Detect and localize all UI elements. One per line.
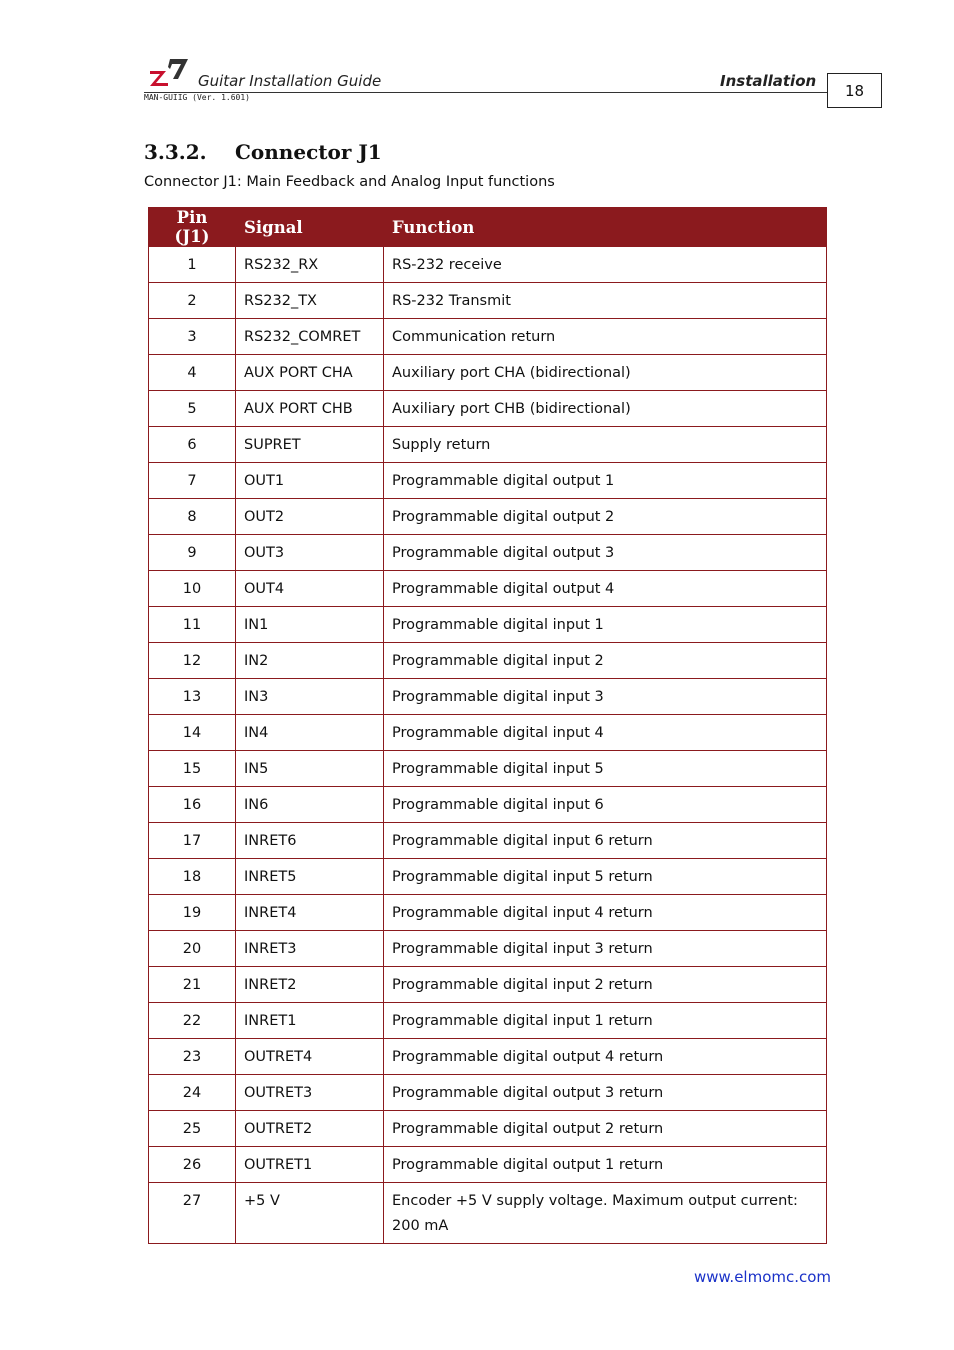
signal-cell: OUT4 <box>236 571 384 607</box>
function-cell: Encoder +5 V supply voltage. Maximum output current: 200 mA <box>384 1183 827 1244</box>
table-row <box>149 247 827 283</box>
table-row <box>149 931 827 967</box>
function-cell: Programmable digital input 5 <box>384 751 827 787</box>
signal-cell: INRET2 <box>236 967 384 1003</box>
document-title: Guitar Installation Guide <box>198 72 382 90</box>
signal-cell: OUT3 <box>236 535 384 571</box>
table-row <box>149 607 827 643</box>
function-cell: Programmable digital input 1 <box>384 607 827 643</box>
signal-cell: INRET5 <box>236 859 384 895</box>
table-row <box>149 859 827 895</box>
column-header-signal: Signal <box>236 208 384 247</box>
pin-cell: 14 <box>149 715 236 751</box>
table-row <box>149 1003 827 1039</box>
table-header-row <box>149 208 827 247</box>
function-cell: Programmable digital output 4 <box>384 571 827 607</box>
table-row <box>149 1111 827 1147</box>
connector-j1-table <box>148 207 827 1244</box>
table-row <box>149 823 827 859</box>
function-cell: Programmable digital output 2 <box>384 499 827 535</box>
table-row <box>149 643 827 679</box>
pin-cell: 23 <box>149 1039 236 1075</box>
pin-cell: 15 <box>149 751 236 787</box>
function-cell: Programmable digital input 3 <box>384 679 827 715</box>
table-row <box>149 1075 827 1111</box>
signal-cell: INRET6 <box>236 823 384 859</box>
pin-cell: 18 <box>149 859 236 895</box>
signal-cell: IN3 <box>236 679 384 715</box>
function-cell: Programmable digital output 1 <box>384 463 827 499</box>
signal-cell: OUTRET3 <box>236 1075 384 1111</box>
signal-cell: OUTRET4 <box>236 1039 384 1075</box>
table-body <box>149 247 827 1244</box>
column-header-pin: Pin (J1) <box>149 208 236 247</box>
pin-cell: 9 <box>149 535 236 571</box>
pin-cell: 25 <box>149 1111 236 1147</box>
function-cell: Programmable digital input 4 <box>384 715 827 751</box>
pin-cell: 7 <box>149 463 236 499</box>
pin-cell: 20 <box>149 931 236 967</box>
signal-cell: SUPRET <box>236 427 384 463</box>
signal-cell: RS232_RX <box>236 247 384 283</box>
signal-cell: OUT1 <box>236 463 384 499</box>
table-row <box>149 355 827 391</box>
table-row <box>149 319 827 355</box>
signal-cell: INRET4 <box>236 895 384 931</box>
pin-cell: 10 <box>149 571 236 607</box>
function-cell: Programmable digital input 3 return <box>384 931 827 967</box>
pin-cell: 19 <box>149 895 236 931</box>
table-row <box>149 751 827 787</box>
pin-cell: 11 <box>149 607 236 643</box>
pin-cell: 12 <box>149 643 236 679</box>
document-version: MAN-GUIIG (Ver. 1.601) <box>144 93 250 102</box>
pin-cell: 21 <box>149 967 236 1003</box>
table-row <box>149 1039 827 1075</box>
signal-cell: IN2 <box>236 643 384 679</box>
pin-cell: 5 <box>149 391 236 427</box>
pin-cell: 26 <box>149 1147 236 1183</box>
function-cell: Programmable digital input 4 return <box>384 895 827 931</box>
function-cell: Programmable digital output 2 return <box>384 1111 827 1147</box>
signal-cell: AUX PORT CHB <box>236 391 384 427</box>
table-row <box>149 499 827 535</box>
signal-cell: INRET3 <box>236 931 384 967</box>
table-row <box>149 535 827 571</box>
function-cell: Programmable digital output 3 return <box>384 1075 827 1111</box>
table-row <box>149 571 827 607</box>
function-cell: Communication return <box>384 319 827 355</box>
pin-cell: 27 <box>149 1183 236 1244</box>
section-number: 3.3.2. <box>144 140 207 164</box>
signal-cell: RS232_COMRET <box>236 319 384 355</box>
pin-cell: 22 <box>149 1003 236 1039</box>
function-cell: RS-232 receive <box>384 247 827 283</box>
pin-cell: 3 <box>149 319 236 355</box>
page-number: 18 <box>827 73 882 108</box>
header-section-name: Installation <box>720 72 817 90</box>
signal-cell: INRET1 <box>236 1003 384 1039</box>
table-caption: Connector J1: Main Feedback and Analog Input functions <box>144 174 555 190</box>
function-cell: Programmable digital output 3 <box>384 535 827 571</box>
function-cell: Supply return <box>384 427 827 463</box>
elmo-logo-icon <box>148 57 190 87</box>
function-cell: RS-232 Transmit <box>384 283 827 319</box>
pin-cell: 6 <box>149 427 236 463</box>
signal-cell: OUTRET2 <box>236 1111 384 1147</box>
function-cell: Programmable digital input 5 return <box>384 859 827 895</box>
table-row <box>149 1147 827 1183</box>
table-row <box>149 1183 827 1244</box>
table-row <box>149 967 827 1003</box>
column-header-function: Function <box>384 208 827 247</box>
pin-cell: 8 <box>149 499 236 535</box>
signal-cell: IN5 <box>236 751 384 787</box>
pin-cell: 1 <box>149 247 236 283</box>
section-title: Connector J1 <box>235 140 382 164</box>
signal-cell: OUTRET1 <box>236 1147 384 1183</box>
table-row <box>149 283 827 319</box>
function-cell: Auxiliary port CHB (bidirectional) <box>384 391 827 427</box>
pin-cell: 16 <box>149 787 236 823</box>
function-cell: Programmable digital output 4 return <box>384 1039 827 1075</box>
website-link[interactable]: www.elmomc.com <box>694 1268 832 1286</box>
table-row <box>149 895 827 931</box>
function-cell: Programmable digital input 6 return <box>384 823 827 859</box>
table-row <box>149 787 827 823</box>
signal-cell: IN1 <box>236 607 384 643</box>
table-row <box>149 391 827 427</box>
pin-cell: 2 <box>149 283 236 319</box>
signal-cell: RS232_TX <box>236 283 384 319</box>
signal-cell: IN6 <box>236 787 384 823</box>
signal-cell: IN4 <box>236 715 384 751</box>
table-row <box>149 463 827 499</box>
function-cell: Programmable digital input 1 return <box>384 1003 827 1039</box>
pin-cell: 17 <box>149 823 236 859</box>
function-cell: Programmable digital output 1 return <box>384 1147 827 1183</box>
pin-cell: 24 <box>149 1075 236 1111</box>
function-cell: Programmable digital input 2 return <box>384 967 827 1003</box>
function-cell: Auxiliary port CHA (bidirectional) <box>384 355 827 391</box>
table-row <box>149 679 827 715</box>
signal-cell: +5 V <box>236 1183 384 1244</box>
table-row <box>149 715 827 751</box>
function-cell: Programmable digital input 2 <box>384 643 827 679</box>
table-row <box>149 427 827 463</box>
signal-cell: AUX PORT CHA <box>236 355 384 391</box>
pin-cell: 13 <box>149 679 236 715</box>
signal-cell: OUT2 <box>236 499 384 535</box>
function-cell: Programmable digital input 6 <box>384 787 827 823</box>
pin-cell: 4 <box>149 355 236 391</box>
